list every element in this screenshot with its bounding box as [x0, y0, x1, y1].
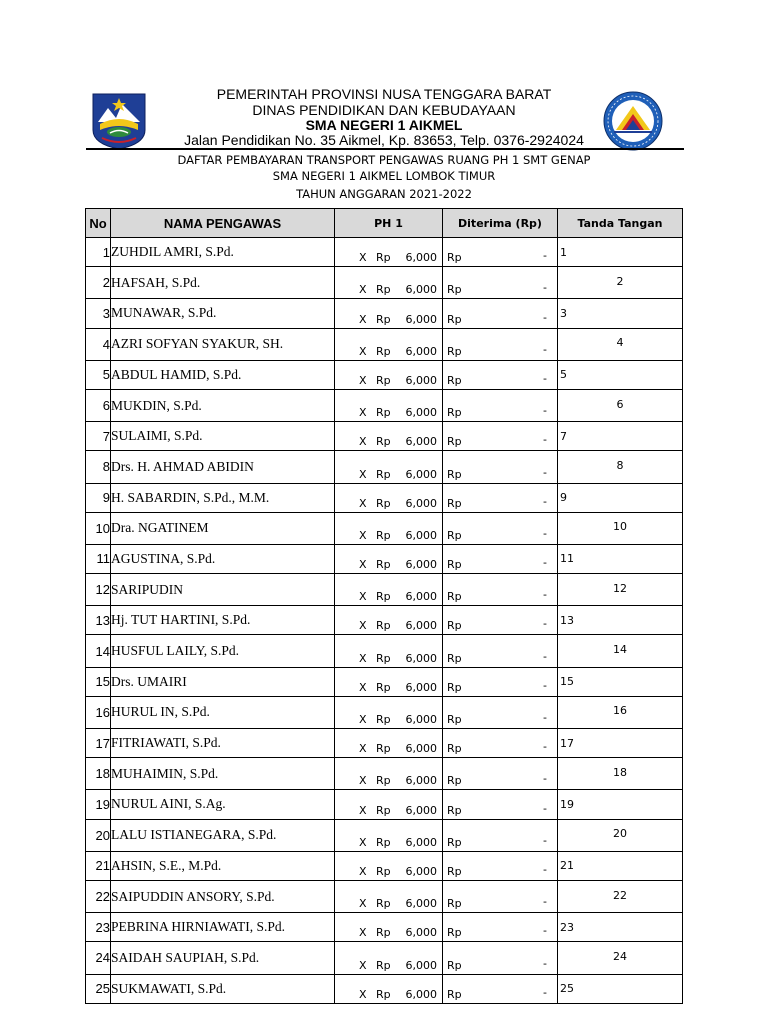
table-row: [86, 758, 683, 790]
signature-cell: 15: [558, 667, 683, 696]
table-row: [86, 512, 683, 544]
letterhead-rule: [86, 148, 684, 150]
signature-cell: 20: [558, 819, 683, 851]
table-row: [86, 328, 683, 360]
row-number: 15: [86, 667, 111, 696]
row-number: 3: [86, 299, 111, 328]
received-cell: [443, 606, 558, 635]
supervisor-name: MUKDIN, S.Pd.: [111, 389, 335, 421]
rate-amount: 6,000: [405, 344, 437, 358]
received-amount: -: [543, 801, 547, 815]
row-number: 6: [86, 389, 111, 421]
received-cell: [443, 512, 558, 544]
currency-label: Rp: [376, 558, 391, 572]
header-nama: NAMA PENGAWAS: [111, 209, 335, 238]
currency-label: Rp: [447, 835, 462, 849]
rate-amount: 6,000: [405, 619, 437, 633]
table-row: [86, 238, 683, 267]
table-row: [86, 544, 683, 573]
row-number: 2: [86, 267, 111, 299]
row-number: 12: [86, 574, 111, 606]
multiplier-mark: X: [359, 496, 367, 510]
currency-label: Rp: [447, 528, 462, 542]
supervisor-name: HURUL IN, S.Pd.: [111, 696, 335, 728]
rate-amount: 6,000: [405, 373, 437, 387]
signature-cell: 8: [558, 451, 683, 483]
rate-amount: 6,000: [405, 713, 437, 726]
rate-amount: 6,000: [405, 742, 437, 756]
currency-label: Rp: [447, 774, 462, 788]
received-amount: -: [543, 404, 547, 418]
rate-amount: 6,000: [405, 803, 437, 817]
multiplier-mark: X: [359, 651, 367, 665]
received-amount: -: [543, 862, 547, 876]
received-cell: [443, 544, 558, 573]
received-cell: [443, 422, 558, 451]
received-cell: [443, 483, 558, 512]
received-cell: [443, 574, 558, 606]
ph-cell: [335, 267, 443, 299]
currency-label: Rp: [376, 897, 391, 911]
received-cell: [443, 851, 558, 880]
signature-cell: 4: [558, 328, 683, 360]
row-number: 19: [86, 790, 111, 819]
currency-label: Rp: [447, 251, 462, 265]
table-row: [86, 422, 683, 451]
supervisor-name: SUKMAWATI, S.Pd.: [111, 974, 335, 1003]
school-name: SMA NEGERI 1 AIKMEL: [305, 117, 463, 133]
multiplier-mark: X: [359, 958, 367, 972]
row-number: 4: [86, 328, 111, 360]
currency-label: Rp: [376, 713, 391, 726]
ph-cell: [335, 451, 443, 483]
currency-label: Rp: [447, 680, 462, 694]
currency-label: Rp: [447, 803, 462, 817]
ph-cell: [335, 942, 443, 974]
multiplier-mark: X: [359, 251, 367, 265]
table-row: [86, 483, 683, 512]
ph-cell: [335, 389, 443, 421]
table-row: [86, 606, 683, 635]
supervisor-name: H. SABARDIN, S.Pd., M.M.: [111, 483, 335, 512]
ph-cell: [335, 512, 443, 544]
supervisor-name: HAFSAH, S.Pd.: [111, 267, 335, 299]
received-amount: -: [543, 526, 547, 540]
multiplier-mark: X: [359, 435, 367, 449]
multiplier-mark: X: [359, 835, 367, 849]
ph-cell: [335, 851, 443, 880]
signature-cell: 2: [558, 267, 683, 299]
rate-amount: 6,000: [405, 680, 437, 694]
table-row: [86, 299, 683, 328]
currency-label: Rp: [447, 864, 462, 878]
ph-cell: [335, 422, 443, 451]
received-amount: -: [543, 433, 547, 447]
ph-cell: [335, 483, 443, 512]
currency-label: Rp: [376, 406, 391, 420]
supervisor-name: PEBRINA HIRNIAWATI, S.Pd.: [111, 913, 335, 942]
signature-cell: 23: [558, 913, 683, 942]
currency-label: Rp: [447, 496, 462, 510]
received-cell: [443, 667, 558, 696]
signature-cell: 21: [558, 851, 683, 880]
ph-cell: [335, 667, 443, 696]
rate-amount: 6,000: [405, 528, 437, 542]
signature-cell: 22: [558, 880, 683, 912]
address-line: Jalan Pendidikan No. 35 Aikmel, Kp. 83653, Telp. 0376-2924024: [184, 132, 584, 148]
multiplier-mark: X: [359, 373, 367, 387]
ph-cell: [335, 238, 443, 267]
supervisor-name: NURUL AINI, S.Ag.: [111, 790, 335, 819]
rate-amount: 6,000: [405, 774, 437, 788]
received-cell: [443, 758, 558, 790]
currency-label: Rp: [376, 312, 391, 326]
currency-label: Rp: [376, 344, 391, 358]
row-number: 21: [86, 851, 111, 880]
table-header-row: [86, 209, 683, 238]
received-cell: [443, 729, 558, 758]
received-cell: [443, 790, 558, 819]
currency-label: Rp: [447, 467, 462, 481]
supervisor-name: LALU ISTIANEGARA, S.Pd.: [111, 819, 335, 851]
supervisor-name: AHSIN, S.E., M.Pd.: [111, 851, 335, 880]
received-amount: -: [543, 956, 547, 970]
row-number: 9: [86, 483, 111, 512]
supervisor-name: HUSFUL LAILY, S.Pd.: [111, 635, 335, 667]
received-amount: -: [543, 740, 547, 754]
rate-amount: 6,000: [405, 312, 437, 326]
currency-label: Rp: [447, 926, 462, 940]
currency-label: Rp: [447, 958, 462, 972]
currency-label: Rp: [447, 897, 462, 911]
supervisor-name: SAIDAH SAUPIAH, S.Pd.: [111, 942, 335, 974]
table-row: [86, 974, 683, 1003]
supervisor-name: MUHAIMIN, S.Pd.: [111, 758, 335, 790]
received-amount: -: [543, 310, 547, 324]
rate-amount: 6,000: [405, 467, 437, 481]
ph-cell: [335, 328, 443, 360]
rate-amount: 6,000: [405, 406, 437, 420]
currency-label: Rp: [447, 651, 462, 665]
multiplier-mark: X: [359, 926, 367, 940]
signature-cell: 13: [558, 606, 683, 635]
header-no: No: [86, 209, 111, 238]
ph-cell: [335, 606, 443, 635]
supervisor-name: Drs. UMAIRI: [111, 667, 335, 696]
ph-cell: [335, 696, 443, 728]
received-amount: -: [543, 833, 547, 847]
row-number: 11: [86, 544, 111, 573]
table-row: [86, 635, 683, 667]
row-number: 18: [86, 758, 111, 790]
multiplier-mark: X: [359, 406, 367, 420]
row-number: 22: [86, 880, 111, 912]
rate-amount: 6,000: [405, 590, 437, 604]
currency-label: Rp: [447, 344, 462, 358]
received-amount: -: [543, 678, 547, 692]
currency-label: Rp: [447, 406, 462, 420]
currency-label: Rp: [376, 651, 391, 665]
currency-label: Rp: [376, 987, 391, 1001]
supervisor-name: FITRIAWATI, S.Pd.: [111, 729, 335, 758]
multiplier-mark: X: [359, 467, 367, 481]
table-row: [86, 667, 683, 696]
currency-label: Rp: [376, 283, 391, 297]
currency-label: Rp: [447, 987, 462, 1001]
currency-label: Rp: [376, 496, 391, 510]
row-number: 1: [86, 238, 111, 267]
received-amount: -: [543, 924, 547, 938]
received-amount: -: [543, 895, 547, 909]
received-amount: -: [543, 371, 547, 385]
table-row: [86, 880, 683, 912]
multiplier-mark: X: [359, 558, 367, 572]
supervisor-name: AGUSTINA, S.Pd.: [111, 544, 335, 573]
ph-cell: [335, 880, 443, 912]
currency-label: Rp: [447, 558, 462, 572]
signature-cell: 25: [558, 974, 683, 1003]
row-number: 13: [86, 606, 111, 635]
currency-label: Rp: [447, 590, 462, 604]
table-row: [86, 913, 683, 942]
currency-label: Rp: [376, 590, 391, 604]
received-cell: [443, 267, 558, 299]
letterhead: [0, 0, 768, 150]
signature-cell: 14: [558, 635, 683, 667]
document-title: DAFTAR PEMBAYARAN TRANSPORT PENGAWAS RUANG PH 1 SMT GENAP: [177, 153, 591, 167]
currency-label: Rp: [376, 467, 391, 481]
multiplier-mark: X: [359, 803, 367, 817]
received-amount: -: [543, 985, 547, 999]
rate-amount: 6,000: [405, 864, 437, 878]
table-row: [86, 851, 683, 880]
signature-cell: 19: [558, 790, 683, 819]
supervisor-name: ZUHDIL AMRI, S.Pd.: [111, 238, 335, 267]
supervisor-name: SULAIMI, S.Pd.: [111, 422, 335, 451]
ph-cell: [335, 299, 443, 328]
currency-label: Rp: [376, 251, 391, 265]
multiplier-mark: X: [359, 742, 367, 756]
rate-amount: 6,000: [405, 283, 437, 297]
table-row: [86, 451, 683, 483]
currency-label: Rp: [376, 958, 391, 972]
ph-cell: [335, 913, 443, 942]
received-amount: -: [543, 772, 547, 786]
received-amount: -: [543, 617, 547, 631]
received-cell: [443, 635, 558, 667]
table-row: [86, 389, 683, 421]
signature-cell: 9: [558, 483, 683, 512]
rate-amount: 6,000: [405, 926, 437, 940]
currency-label: Rp: [376, 680, 391, 694]
supervisor-name: Hj. TUT HARTINI, S.Pd.: [111, 606, 335, 635]
table-row: [86, 819, 683, 851]
table-row: [86, 729, 683, 758]
document-subtitle: SMA NEGERI 1 AIKMEL LOMBOK TIMUR: [272, 169, 496, 183]
received-cell: [443, 974, 558, 1003]
received-amount: -: [543, 556, 547, 570]
multiplier-mark: X: [359, 864, 367, 878]
rate-amount: 6,000: [405, 958, 437, 972]
table-row: [86, 942, 683, 974]
supervisor-name: AZRI SOFYAN SYAKUR, SH.: [111, 328, 335, 360]
multiplier-mark: X: [359, 897, 367, 911]
received-amount: -: [543, 649, 547, 663]
supervisor-name: SAIPUDDIN ANSORY, S.Pd.: [111, 880, 335, 912]
multiplier-mark: X: [359, 619, 367, 633]
signature-cell: 3: [558, 299, 683, 328]
ph-cell: [335, 544, 443, 573]
row-number: 5: [86, 360, 111, 389]
multiplier-mark: X: [359, 344, 367, 358]
table-row: [86, 790, 683, 819]
rate-amount: 6,000: [405, 987, 437, 1001]
signature-cell: 11: [558, 544, 683, 573]
multiplier-mark: X: [359, 774, 367, 788]
supervisor-name: Dra. NGATINEM: [111, 512, 335, 544]
currency-label: Rp: [376, 774, 391, 788]
signature-cell: 5: [558, 360, 683, 389]
currency-label: Rp: [376, 864, 391, 878]
multiplier-mark: X: [359, 713, 367, 726]
received-cell: [443, 360, 558, 389]
multiplier-mark: X: [359, 680, 367, 694]
signature-cell: 6: [558, 389, 683, 421]
currency-label: Rp: [447, 283, 462, 297]
multiplier-mark: X: [359, 283, 367, 297]
currency-label: Rp: [376, 619, 391, 633]
currency-label: Rp: [376, 528, 391, 542]
table-row: [86, 574, 683, 606]
signature-cell: 12: [558, 574, 683, 606]
received-cell: [443, 819, 558, 851]
table-row: [86, 360, 683, 389]
received-cell: [443, 942, 558, 974]
currency-label: Rp: [376, 803, 391, 817]
dept-line: DINAS PENDIDIKAN DAN KEBUDAYAAN: [252, 102, 516, 118]
rate-amount: 6,000: [405, 835, 437, 849]
ph-cell: [335, 758, 443, 790]
row-number: 14: [86, 635, 111, 667]
currency-label: Rp: [376, 435, 391, 449]
received-amount: -: [543, 281, 547, 295]
currency-label: Rp: [376, 742, 391, 756]
currency-label: Rp: [447, 435, 462, 449]
received-amount: -: [543, 494, 547, 508]
rate-amount: 6,000: [405, 897, 437, 911]
gov-line: PEMERINTAH PROVINSI NUSA TENGGARA BARAT: [216, 86, 552, 102]
received-amount: -: [543, 711, 547, 724]
supervisor-name: Drs. H. AHMAD ABIDIN: [111, 451, 335, 483]
table-row: [86, 267, 683, 299]
signature-cell: 7: [558, 422, 683, 451]
row-number: 7: [86, 422, 111, 451]
received-cell: [443, 389, 558, 421]
row-number: 20: [86, 819, 111, 851]
currency-label: Rp: [447, 373, 462, 387]
ph-cell: [335, 729, 443, 758]
received-cell: [443, 238, 558, 267]
received-cell: [443, 299, 558, 328]
header-diterima: Diterima (Rp): [443, 209, 558, 238]
received-cell: [443, 451, 558, 483]
multiplier-mark: X: [359, 590, 367, 604]
supervisor-name: SARIPUDIN: [111, 574, 335, 606]
ph-cell: [335, 360, 443, 389]
currency-label: Rp: [447, 742, 462, 756]
signature-cell: 24: [558, 942, 683, 974]
row-number: 8: [86, 451, 111, 483]
ph-cell: [335, 790, 443, 819]
supervisor-name: MUNAWAR, S.Pd.: [111, 299, 335, 328]
rate-amount: 6,000: [405, 251, 437, 265]
ph-cell: [335, 574, 443, 606]
header-ph: PH 1: [335, 209, 443, 238]
signature-cell: 18: [558, 758, 683, 790]
signature-cell: 16: [558, 696, 683, 728]
currency-label: Rp: [376, 926, 391, 940]
currency-label: Rp: [376, 835, 391, 849]
received-amount: -: [543, 249, 547, 263]
rate-amount: 6,000: [405, 496, 437, 510]
multiplier-mark: X: [359, 987, 367, 1001]
multiplier-mark: X: [359, 528, 367, 542]
multiplier-mark: X: [359, 312, 367, 326]
budget-year: TAHUN ANGGARAN 2021-2022: [296, 187, 472, 201]
payment-table: [85, 208, 683, 1004]
signature-cell: 17: [558, 729, 683, 758]
ph-cell: [335, 819, 443, 851]
received-cell: [443, 696, 558, 728]
currency-label: Rp: [447, 713, 462, 726]
row-number: 24: [86, 942, 111, 974]
ph-cell: [335, 974, 443, 1003]
currency-label: Rp: [447, 619, 462, 633]
signature-cell: 10: [558, 512, 683, 544]
received-amount: -: [543, 342, 547, 356]
ph-cell: [335, 635, 443, 667]
row-number: 16: [86, 696, 111, 728]
rate-amount: 6,000: [405, 558, 437, 572]
supervisor-name: ABDUL HAMID, S.Pd.: [111, 360, 335, 389]
row-number: 10: [86, 512, 111, 544]
rate-amount: 6,000: [405, 435, 437, 449]
received-cell: [443, 328, 558, 360]
currency-label: Rp: [447, 312, 462, 326]
rate-amount: 6,000: [405, 651, 437, 665]
received-amount: -: [543, 588, 547, 602]
signature-cell: 1: [558, 238, 683, 267]
received-amount: -: [543, 465, 547, 479]
row-number: 17: [86, 729, 111, 758]
row-number: 23: [86, 913, 111, 942]
header-ttd: Tanda Tangan: [558, 209, 683, 238]
row-number: 25: [86, 974, 111, 1003]
table-row: [86, 696, 683, 728]
currency-label: Rp: [376, 373, 391, 387]
received-cell: [443, 880, 558, 912]
received-cell: [443, 913, 558, 942]
